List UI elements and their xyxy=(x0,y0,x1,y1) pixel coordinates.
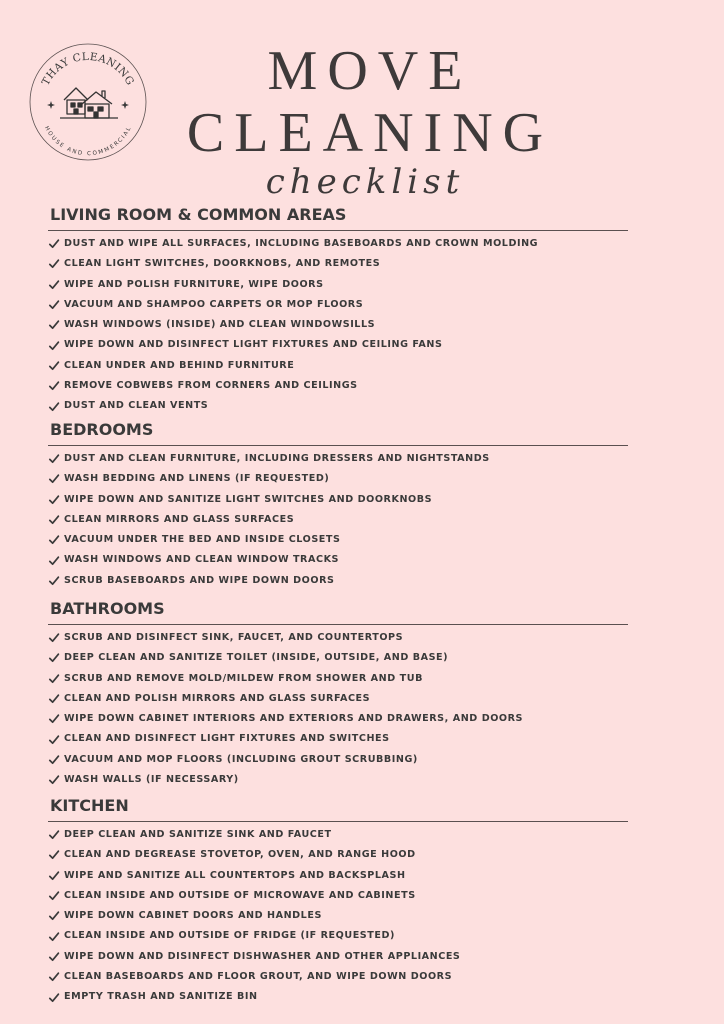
section-heading: KITCHEN xyxy=(48,796,628,822)
checklist-item-label: VACUUM UNDER THE BED AND INSIDE CLOSETS xyxy=(64,534,341,546)
checklist-item xyxy=(48,275,628,295)
checklist-item-label: DEEP CLEAN AND SANITIZE TOILET (INSIDE, OUTSIDE, AND BASE) xyxy=(64,652,449,664)
checklist-item-label: VACUUM AND SHAMPOO CARPETS OR MOP FLOORS xyxy=(64,298,364,310)
checklist-item-label: REMOVE COBWEBS FROM CORNERS AND CEILINGS xyxy=(64,380,358,392)
checklist-item-label: DUST AND WIPE ALL SURFACES, INCLUDING BASEBOARDS AND CROWN MOLDING xyxy=(64,238,539,249)
checkmark-icon xyxy=(48,238,60,250)
checklist-item-label: WIPE DOWN AND DISINFECT LIGHT FIXTURES AND CEILING FANS xyxy=(64,339,443,351)
checkmark-icon xyxy=(48,360,60,372)
checklist-item xyxy=(48,335,628,355)
checklist xyxy=(48,625,628,790)
checkmark-icon xyxy=(48,279,60,291)
checklist-item xyxy=(48,906,628,926)
checkmark-icon xyxy=(48,870,60,882)
checklist-item-label: WIPE DOWN CABINET INTERIORS AND EXTERIORS AND DRAWERS, AND DOORS xyxy=(64,713,524,725)
checklist-item xyxy=(48,770,628,790)
logo-text-top: THAY CLEANING xyxy=(39,50,137,88)
checkmark-icon xyxy=(48,910,60,922)
checkmark-icon xyxy=(48,673,60,685)
checklist-item xyxy=(48,254,628,274)
section-bedrooms xyxy=(48,420,628,591)
checklist-item xyxy=(48,295,628,315)
checklist-item xyxy=(48,571,628,591)
checklist-item-label: DUST AND CLEAN VENTS xyxy=(64,400,209,412)
checklist-item-label: VACUUM AND MOP FLOORS (INCLUDING GROUT SCRUBBING) xyxy=(64,753,418,765)
checkmark-icon xyxy=(48,514,60,526)
house-icon xyxy=(60,88,118,118)
checklist-item xyxy=(48,886,628,906)
logo-badge xyxy=(28,42,148,162)
checkmark-icon xyxy=(48,473,60,485)
checklist-item-label: SCRUB AND REMOVE MOLD/MILDEW FROM SHOWER AND TUB xyxy=(64,672,423,684)
checkmark-icon xyxy=(48,319,60,331)
section-bathrooms xyxy=(48,599,628,790)
checkmark-icon xyxy=(48,534,60,546)
checkmark-icon xyxy=(48,992,60,1004)
checkmark-icon xyxy=(48,494,60,506)
checklist-item xyxy=(48,356,628,376)
checklist-item xyxy=(48,669,628,689)
checkmark-icon xyxy=(48,575,60,587)
checklist-item xyxy=(48,709,628,729)
checklist-item xyxy=(48,510,628,530)
svg-text:THAY CLEANING xyxy=(40,51,137,88)
checklist-item-label: CLEAN MIRRORS AND GLASS SURFACES xyxy=(64,513,295,525)
checklist-item xyxy=(48,550,628,570)
checklist-item-label: WASH BEDDING AND LINENS (IF REQUESTED) xyxy=(64,473,330,485)
section-kitchen xyxy=(48,796,628,1008)
company-logo xyxy=(28,42,148,162)
checklist-item xyxy=(48,926,628,946)
checklist-item-label: CLEAN AND POLISH MIRRORS AND GLASS SURFACES xyxy=(64,692,371,704)
checklist xyxy=(48,231,628,417)
checklist-item xyxy=(48,648,628,668)
checklist-item-label: WASH WINDOWS AND CLEAN WINDOW TRACKS xyxy=(64,554,340,566)
checkmark-icon xyxy=(48,555,60,567)
checklist-item-label: WIPE AND SANITIZE ALL COUNTERTOPS AND BACKSPLASH xyxy=(64,869,406,881)
checklist-item-label: WASH WALLS (IF NECESSARY) xyxy=(64,774,239,786)
checklist-item-label: EMPTY TRASH AND SANITIZE BIN xyxy=(64,991,258,1003)
logo-text-bottom: HOUSE AND COMMERCIAL xyxy=(43,125,133,158)
section-heading: LIVING ROOM & COMMON AREAS xyxy=(48,205,628,231)
checkmark-icon xyxy=(48,380,60,392)
page-subtitle: checklist xyxy=(265,162,465,202)
checkmark-icon xyxy=(48,931,60,943)
checkmark-icon xyxy=(48,693,60,705)
checkmark-icon xyxy=(48,453,60,465)
checklist-item xyxy=(48,628,628,648)
checklist-item-label: CLEAN AND DEGREASE STOVETOP, OVEN, AND RANGE HOOD xyxy=(64,849,416,861)
checklist-item-label: DEEP CLEAN AND SANITIZE SINK AND FAUCET xyxy=(64,829,332,840)
checklist-item xyxy=(48,987,628,1007)
checkmark-icon xyxy=(48,774,60,786)
checklist-item-label: WIPE DOWN AND DISINFECT DISHWASHER AND OTHER APPLIANCES xyxy=(64,950,461,962)
checklist-item-label: SCRUB BASEBOARDS AND WIPE DOWN DOORS xyxy=(64,574,335,586)
checklist-item-label: CLEAN INSIDE AND OUTSIDE OF MICROWAVE AND CABINETS xyxy=(64,889,416,901)
checklist-item-label: DUST AND CLEAN FURNITURE, INCLUDING DRESSERS AND NIGHTSTANDS xyxy=(64,453,490,464)
checklist-item xyxy=(48,376,628,396)
checklist-item-label: CLEAN BASEBOARDS AND FLOOR GROUT, AND WIPE DOWN DOORS xyxy=(64,971,453,983)
page-title-line2: CLEANING xyxy=(186,102,554,164)
checkmark-icon xyxy=(48,734,60,746)
checkmark-icon xyxy=(48,340,60,352)
checklist-item-label: WASH WINDOWS (INSIDE) AND CLEAN WINDOWSILLS xyxy=(64,319,376,331)
checkmark-icon xyxy=(48,829,60,841)
checklist xyxy=(48,446,628,591)
svg-text:HOUSE AND COMMERCIAL xyxy=(43,125,133,157)
checklist-item xyxy=(48,947,628,967)
checkmark-icon xyxy=(48,951,60,963)
title-block xyxy=(180,40,554,202)
checklist-item xyxy=(48,396,628,416)
checklist-item xyxy=(48,845,628,865)
checklist-item-label: SCRUB AND DISINFECT SINK, FAUCET, AND COUNTERTOPS xyxy=(64,632,404,643)
section-heading: BEDROOMS xyxy=(48,420,628,446)
checkmark-icon xyxy=(48,849,60,861)
checklist-item xyxy=(48,234,628,254)
checkmark-icon xyxy=(48,258,60,270)
checkmark-icon xyxy=(48,632,60,644)
page-title-line1: MOVE xyxy=(267,40,473,102)
checklist-item-label: CLEAN UNDER AND BEHIND FURNITURE xyxy=(64,359,295,371)
section-living-room xyxy=(48,205,628,417)
checklist-item xyxy=(48,750,628,770)
checkmark-icon xyxy=(48,401,60,413)
checkmark-icon xyxy=(48,971,60,983)
checklist-item-label: WIPE AND POLISH FURNITURE, WIPE DOORS xyxy=(64,278,324,290)
checklist-item xyxy=(48,729,628,749)
checklist-item xyxy=(48,530,628,550)
checklist xyxy=(48,822,628,1008)
checklist-item xyxy=(48,866,628,886)
checkmark-icon xyxy=(48,299,60,311)
checkmark-icon xyxy=(48,652,60,664)
checklist-item-label: CLEAN LIGHT SWITCHES, DOORKNOBS, AND REMOTES xyxy=(64,258,381,270)
checklist-item xyxy=(48,449,628,469)
checklist-item xyxy=(48,315,628,335)
checkmark-icon xyxy=(48,754,60,766)
checklist-item xyxy=(48,469,628,489)
checklist-item xyxy=(48,490,628,510)
checklist-item-label: CLEAN INSIDE AND OUTSIDE OF FRIDGE (IF REQUESTED) xyxy=(64,930,395,942)
checklist-item xyxy=(48,689,628,709)
checklist-item xyxy=(48,967,628,987)
checklist-item-label: WIPE DOWN AND SANITIZE LIGHT SWITCHES AND DOORKNOBS xyxy=(64,493,433,505)
checklist-item-label: CLEAN AND DISINFECT LIGHT FIXTURES AND SWITCHES xyxy=(64,733,390,745)
checkmark-icon xyxy=(48,890,60,902)
checklist-item-label: WIPE DOWN CABINET DOORS AND HANDLES xyxy=(64,910,322,922)
section-heading: BATHROOMS xyxy=(48,599,628,625)
checklist-item xyxy=(48,825,628,845)
checkmark-icon xyxy=(48,713,60,725)
